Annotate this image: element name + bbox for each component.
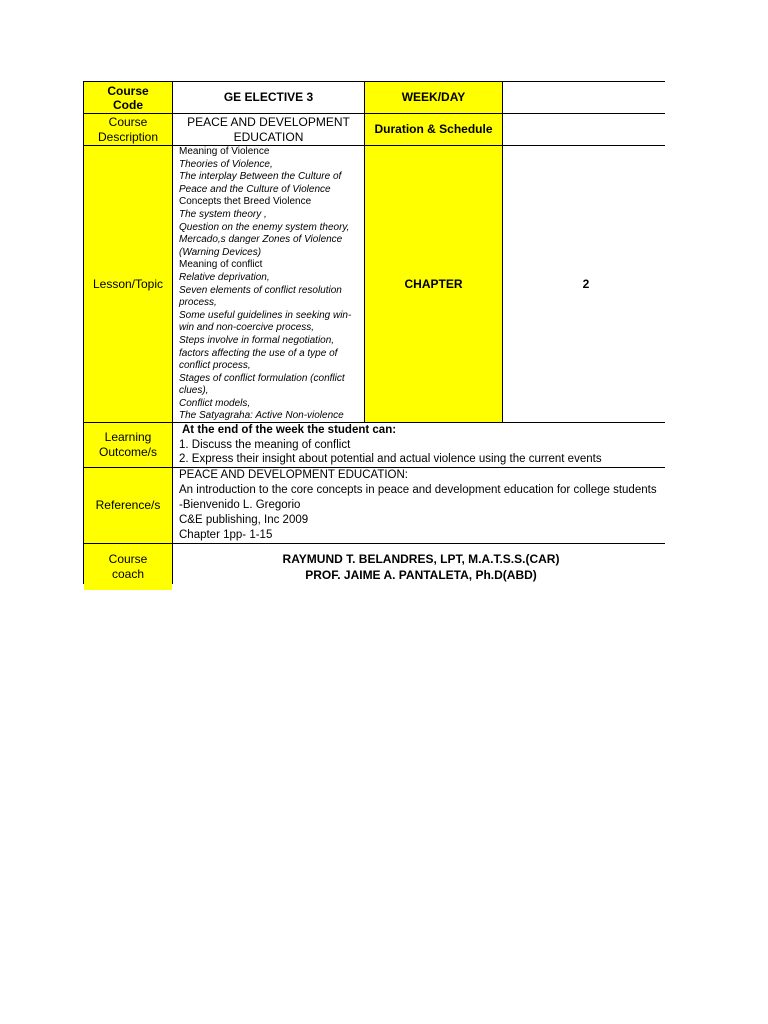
learning-outcomes-label-line2: Outcome/s — [98, 445, 158, 459]
course-coach-name-2: PROF. JAIME A. PANTALETA, Ph.D(ABD) — [305, 568, 537, 582]
lesson-topic-line: Meaning of conflict — [179, 259, 263, 271]
lesson-topic-line: The interplay Between the Culture of — [179, 171, 342, 183]
course-description-label-line1: Course — [108, 114, 148, 129]
course-info-table — [83, 81, 665, 584]
lesson-topic-line: Relative deprivation, — [179, 271, 270, 283]
lesson-topic-line: Theories of Violence, — [179, 158, 273, 170]
lesson-topic-line: Seven elements of conflict resolution — [179, 284, 342, 296]
course-code-label-cell — [84, 82, 172, 113]
lesson-topic-line: Meaning of Violence — [179, 146, 270, 157]
course-code-value: GE ELECTIVE 3 — [223, 90, 314, 104]
course-description-value: PEACE AND DEVELOPMENT EDUCATION — [187, 114, 350, 144]
learning-outcomes-label-line1: Learning — [104, 430, 152, 444]
references-label-cell — [84, 468, 172, 543]
learning-outcome-item-1: 1. Discuss the meaning of conflict — [179, 438, 351, 451]
course-coach-label-line1: Course — [108, 552, 148, 566]
lesson-topic-line: Conflict models, — [179, 397, 251, 409]
course-description-label-cell — [84, 114, 172, 145]
course-coach-label-cell — [84, 544, 172, 590]
lesson-topic-line: process, — [179, 297, 217, 309]
course-code-value-cell — [173, 82, 364, 113]
lesson-topic-line: win and non-coercive process, — [179, 322, 315, 334]
chapter-label: CHAPTER — [404, 276, 463, 291]
lesson-topic-line: Peace and the Culture of Violence — [179, 183, 331, 195]
lesson-topic-label-cell — [84, 146, 172, 422]
chapter-value-cell — [503, 146, 669, 422]
lesson-topic-line: Concepts thet Breed Violence — [179, 196, 312, 208]
duration-value-cell — [503, 114, 669, 145]
reference-line-4: C&E publishing, Inc 2009 — [179, 514, 309, 526]
references-content — [173, 468, 669, 543]
week-day-label-cell — [365, 82, 502, 113]
reference-line-3: -Bienvenido L. Gregorio — [179, 499, 301, 511]
course-coach-name-1: RAYMUND T. BELANDRES, LPT, M.A.T.S.S.(CAR) — [282, 552, 560, 566]
lesson-topic-line: Steps involve in formal negotiation, — [179, 334, 335, 346]
lesson-topic-line: Question on the enemy system theory, — [179, 221, 350, 233]
lesson-topic-line: Mercado,s danger Zones of Violence — [179, 234, 343, 246]
learning-outcomes-content — [173, 423, 669, 467]
week-day-value-cell — [503, 82, 669, 113]
lesson-topic-line: (Warning Devices) — [179, 246, 262, 258]
lesson-topic-line: clues), — [179, 385, 209, 397]
lesson-topic-line: conflict process, — [179, 360, 251, 372]
course-coach-content — [173, 544, 669, 590]
lesson-topic-label: Lesson/Topic — [92, 276, 164, 291]
lesson-topic-line: Stages of conflict formulation (conflict — [179, 372, 345, 384]
reference-line-2: An introduction to the core concepts in peace and development education for college students — [179, 484, 657, 496]
duration-label: Duration & Schedule — [374, 122, 493, 136]
chapter-value: 2 — [582, 276, 590, 291]
reference-line-5: Chapter 1pp- 1-15 — [179, 529, 273, 541]
course-description-label-line2: Description — [97, 129, 159, 144]
course-coach-label-line2: coach — [111, 567, 145, 581]
week-day-label: WEEK/DAY — [401, 90, 466, 104]
lesson-topic-line: Some useful guidelines in seeking win- — [179, 309, 352, 321]
course-code-label: Course Code — [107, 83, 149, 112]
duration-label-cell — [365, 114, 502, 145]
course-description-value-cell — [173, 114, 364, 145]
learning-outcomes-label-cell — [84, 423, 172, 467]
lesson-topic-line: factors affecting the use of a type of — [179, 347, 338, 359]
lesson-topic-line: The system theory , — [179, 208, 267, 220]
reference-line-1: PEACE AND DEVELOPMENT EDUCATION: — [179, 469, 408, 481]
references-label: Reference/s — [95, 498, 161, 512]
learning-outcome-item-2: 2. Express their insight about potential and actual violence using the current events — [179, 453, 602, 466]
lesson-topic-list — [173, 146, 364, 422]
learning-outcomes-intro: At the end of the week the student can: — [182, 424, 397, 437]
chapter-label-cell — [365, 146, 502, 422]
lesson-topic-line: The Satyagraha: Active Non-violence — [179, 410, 344, 422]
